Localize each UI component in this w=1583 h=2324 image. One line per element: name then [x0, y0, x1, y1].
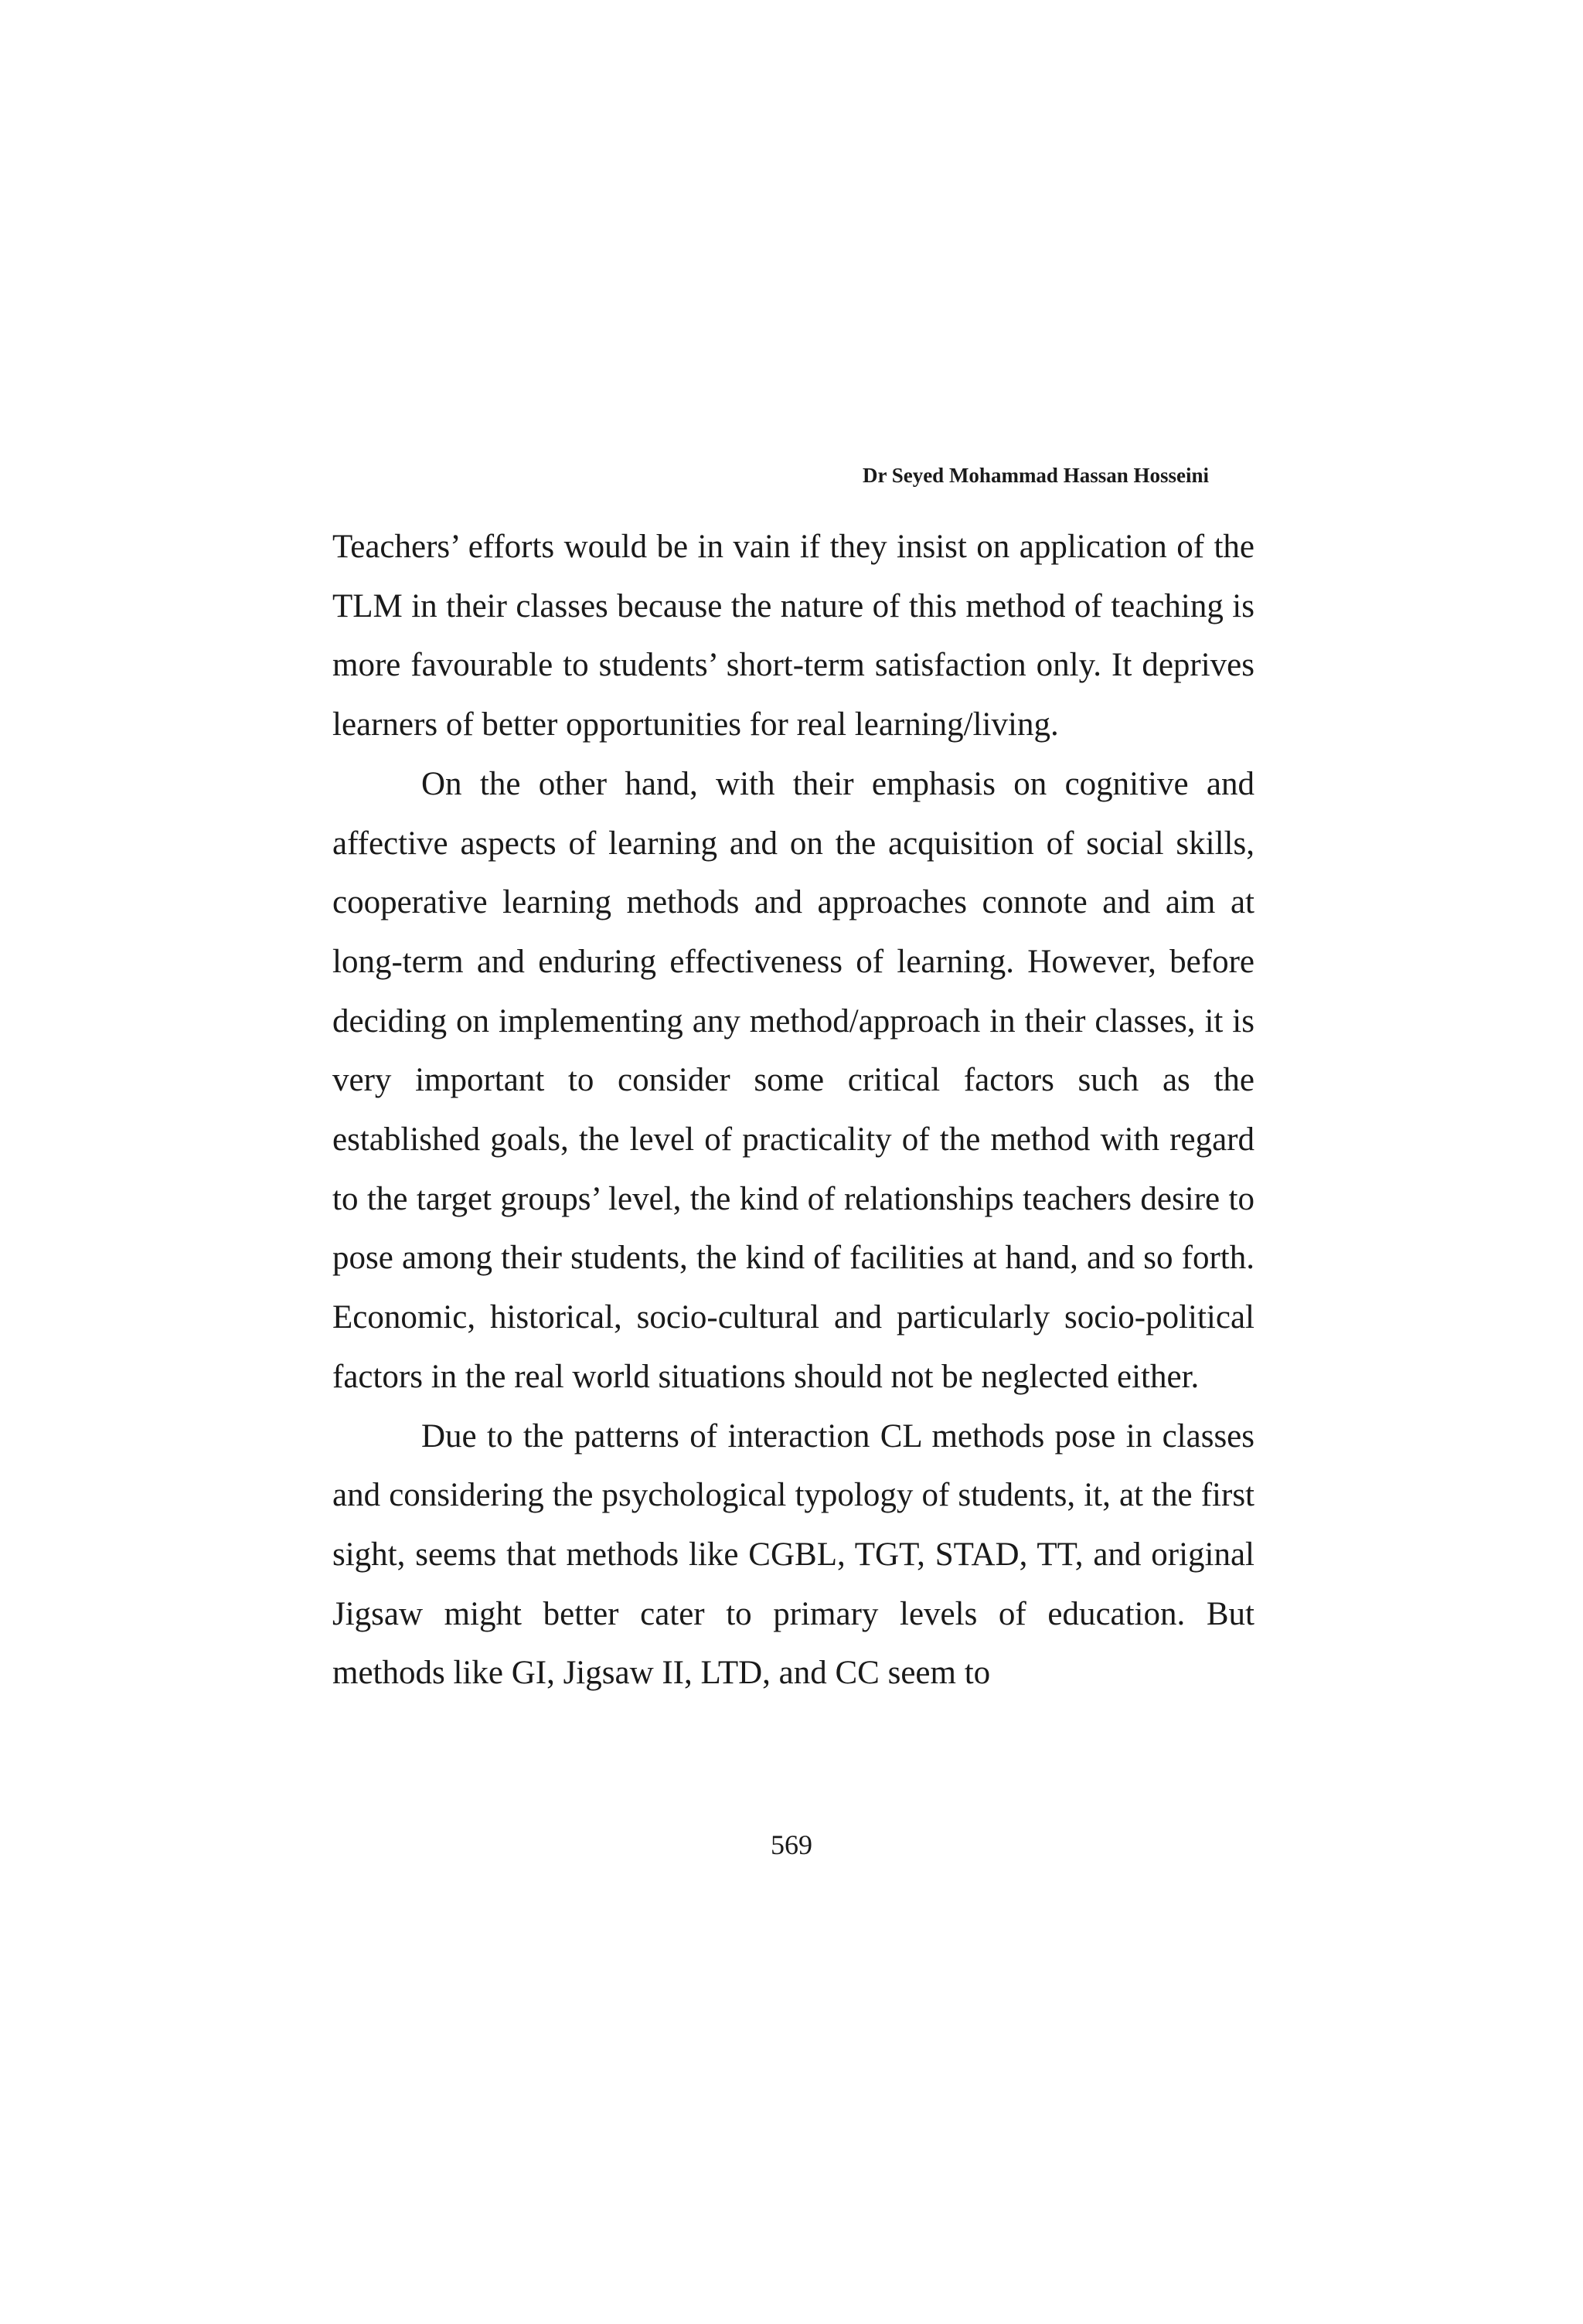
- paragraph-2: On the other hand, with their emphasis on cognitive and affective aspects of learning and on the acquisition of social skills, cooperative learning methods and approaches connote and aim at long-term and enduring effectiveness of learning. However, before deciding on implementing any method/approach in their classes, it is very important to consider some critical factors such as the established goals, the level of practicality of the method with regard to the target groups’ level, the kind of relationships teachers desire to pose among their students, the kind of facilities at hand, and so forth. Economic, historical, socio-cultural and particularly socio-political factors in the real world situations should not be neglected either.: [332, 765, 1254, 1395]
- running-head-author: Dr Seyed Mohammad Hassan Hosseini: [862, 464, 1209, 487]
- body-text: [332, 518, 1254, 1703]
- paragraph-3: Due to the patterns of interaction CL methods pose in classes and considering the psychological typology of students, it, at the first sight, seems that methods like CGBL, TGT, STAD, TT, and original Jigsaw might better cater to primary levels of education. But methods like GI, Jigsaw II, LTD, and CC seem to: [332, 1417, 1254, 1692]
- page-number: 569: [771, 1829, 812, 1860]
- paragraph-1: Teachers’ efforts would be in vain if they insist on application of the TLM in their classes because the nature of this method of teaching is more favourable to students’ short-term satisfaction only. It deprives learners of better opportunities for real learning/living.: [332, 529, 1254, 743]
